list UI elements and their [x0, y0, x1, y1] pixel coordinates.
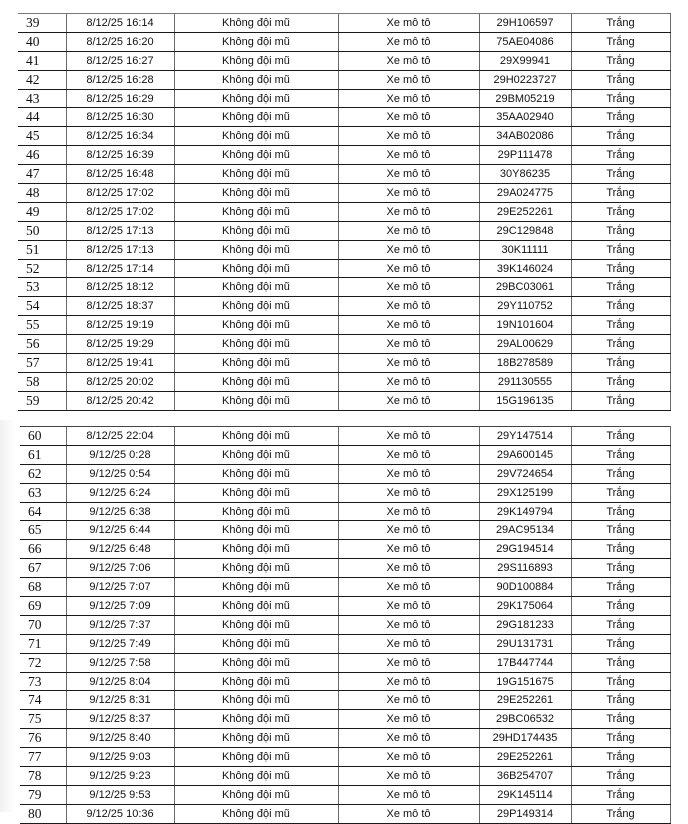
- plate-color: Trắng: [571, 427, 670, 446]
- row-number: 60: [20, 427, 66, 446]
- table-row: [20, 578, 670, 597]
- plate-color: Trắng: [571, 691, 670, 710]
- table-row: [18, 221, 670, 240]
- violation-type: Không đội mũ: [174, 445, 338, 464]
- violation-time: 8/12/25 17:02: [66, 184, 174, 203]
- violation-time: 8/12/25 16:28: [66, 70, 174, 89]
- row-number: 73: [20, 672, 66, 691]
- plate-color: Trắng: [571, 710, 670, 729]
- violation-type: Không đội mũ: [174, 634, 338, 653]
- violation-type: Không đội mũ: [174, 559, 338, 578]
- license-plate: 29Y147514: [479, 427, 571, 446]
- violation-type: Không đội mũ: [174, 372, 338, 391]
- row-number: 65: [20, 521, 66, 540]
- license-plate: 29BC06532: [479, 710, 571, 729]
- vehicle-type: Xe mô tô: [338, 240, 479, 259]
- license-plate: 29K175064: [479, 597, 571, 616]
- violation-type: Không đội mũ: [174, 540, 338, 559]
- vehicle-type: Xe mô tô: [338, 427, 479, 446]
- vehicle-type: Xe mô tô: [338, 615, 479, 634]
- vehicle-type: Xe mô tô: [338, 354, 479, 373]
- violation-type: Không đội mũ: [174, 32, 338, 51]
- vehicle-type: Xe mô tô: [338, 521, 479, 540]
- violation-type: Không đội mũ: [174, 127, 338, 146]
- vehicle-type: Xe mô tô: [338, 710, 479, 729]
- plate-color: Trắng: [571, 372, 670, 391]
- plate-color: Trắng: [571, 221, 670, 240]
- plate-color: Trắng: [571, 748, 670, 767]
- violation-time: 9/12/25 9:03: [66, 748, 174, 767]
- row-number: 49: [18, 202, 66, 221]
- plate-color: Trắng: [571, 259, 670, 278]
- table-row: [18, 127, 670, 146]
- violation-time: 8/12/25 17:14: [66, 259, 174, 278]
- plate-color: Trắng: [571, 14, 670, 33]
- license-plate: 19N101604: [479, 316, 571, 335]
- row-number: 45: [18, 127, 66, 146]
- row-number: 76: [20, 729, 66, 748]
- violation-time: 8/12/25 16:29: [66, 89, 174, 108]
- license-plate: 34AB02086: [479, 127, 571, 146]
- table-row: [18, 70, 670, 89]
- license-plate: 29AL00629: [479, 335, 571, 354]
- violation-type: Không đội mũ: [174, 165, 338, 184]
- row-number: 71: [20, 634, 66, 653]
- vehicle-type: Xe mô tô: [338, 785, 479, 804]
- plate-color: Trắng: [571, 729, 670, 748]
- plate-color: Trắng: [571, 146, 670, 165]
- vehicle-type: Xe mô tô: [338, 691, 479, 710]
- license-plate: 29C129848: [479, 221, 571, 240]
- violation-time: 8/12/25 16:20: [66, 32, 174, 51]
- vehicle-type: Xe mô tô: [338, 464, 479, 483]
- license-plate: 29P149314: [479, 804, 571, 823]
- violation-type: Không đội mũ: [174, 259, 338, 278]
- vehicle-type: Xe mô tô: [338, 540, 479, 559]
- table-row: [18, 372, 670, 391]
- license-plate: 35AA02940: [479, 108, 571, 127]
- violation-type: Không đội mũ: [174, 502, 338, 521]
- license-plate: 29E252261: [479, 748, 571, 767]
- vehicle-type: Xe mô tô: [338, 729, 479, 748]
- table-row: [20, 502, 670, 521]
- violation-time: 8/12/25 16:39: [66, 146, 174, 165]
- violation-type: Không đội mũ: [174, 521, 338, 540]
- violation-time: 9/12/25 6:24: [66, 483, 174, 502]
- table-row: [20, 653, 670, 672]
- license-plate: 29BM05219: [479, 89, 571, 108]
- license-plate: 29A600145: [479, 445, 571, 464]
- license-plate: 29BC03061: [479, 278, 571, 297]
- license-plate: 18B278589: [479, 354, 571, 373]
- violation-type: Không đội mũ: [174, 804, 338, 823]
- license-plate: 29H0223727: [479, 70, 571, 89]
- table-row: [20, 521, 670, 540]
- plate-color: Trắng: [571, 335, 670, 354]
- plate-color: Trắng: [571, 464, 670, 483]
- table-body-top: [18, 14, 670, 411]
- violation-type: Không đội mũ: [174, 615, 338, 634]
- violation-time: 8/12/25 19:29: [66, 335, 174, 354]
- table-row: [20, 634, 670, 653]
- vehicle-type: Xe mô tô: [338, 767, 479, 786]
- violation-time: 9/12/25 0:54: [66, 464, 174, 483]
- row-number: 68: [20, 578, 66, 597]
- license-plate: 29U131731: [479, 634, 571, 653]
- row-number: 58: [18, 372, 66, 391]
- violation-time: 8/12/25 18:37: [66, 297, 174, 316]
- license-plate: 36B254707: [479, 767, 571, 786]
- plate-color: Trắng: [571, 108, 670, 127]
- vehicle-type: Xe mô tô: [338, 146, 479, 165]
- row-number: 77: [20, 748, 66, 767]
- row-number: 80: [20, 804, 66, 823]
- violation-type: Không đội mũ: [174, 14, 338, 33]
- row-number: 70: [20, 615, 66, 634]
- row-number: 72: [20, 653, 66, 672]
- vehicle-type: Xe mô tô: [338, 672, 479, 691]
- table-row: [20, 804, 670, 823]
- vehicle-type: Xe mô tô: [338, 391, 479, 410]
- violation-type: Không đội mũ: [174, 89, 338, 108]
- violation-type: Không đội mũ: [174, 51, 338, 70]
- license-plate: 30Y86235: [479, 165, 571, 184]
- violation-time: 8/12/25 17:02: [66, 202, 174, 221]
- violation-type: Không đội mũ: [174, 767, 338, 786]
- row-number: 61: [20, 445, 66, 464]
- plate-color: Trắng: [571, 278, 670, 297]
- violation-type: Không đội mũ: [174, 202, 338, 221]
- row-number: 50: [18, 221, 66, 240]
- license-plate: 29X125199: [479, 483, 571, 502]
- violation-time: 9/12/25 0:28: [66, 445, 174, 464]
- violation-time: 8/12/25 16:34: [66, 127, 174, 146]
- vehicle-type: Xe mô tô: [338, 483, 479, 502]
- table-row: [20, 710, 670, 729]
- row-number: 64: [20, 502, 66, 521]
- license-plate: 75AE04086: [479, 32, 571, 51]
- plate-color: Trắng: [571, 483, 670, 502]
- plate-color: Trắng: [571, 634, 670, 653]
- license-plate: 29G181233: [479, 615, 571, 634]
- vehicle-type: Xe mô tô: [338, 748, 479, 767]
- row-number: 56: [18, 335, 66, 354]
- vehicle-type: Xe mô tô: [338, 445, 479, 464]
- table-row: [18, 165, 670, 184]
- violation-time: 9/12/25 7:09: [66, 597, 174, 616]
- row-number: 57: [18, 354, 66, 373]
- table-row: [18, 89, 670, 108]
- license-plate: 29V724654: [479, 464, 571, 483]
- vehicle-type: Xe mô tô: [338, 127, 479, 146]
- vehicle-type: Xe mô tô: [338, 559, 479, 578]
- violation-type: Không đội mũ: [174, 464, 338, 483]
- plate-color: Trắng: [571, 502, 670, 521]
- table-row: [18, 335, 670, 354]
- plate-color: Trắng: [571, 785, 670, 804]
- violation-type: Không đội mũ: [174, 278, 338, 297]
- license-plate: 291130555: [479, 372, 571, 391]
- table-row: [20, 672, 670, 691]
- license-plate: 15G196135: [479, 391, 571, 410]
- table-row: [18, 240, 670, 259]
- table-row: [18, 202, 670, 221]
- license-plate: 29HD174435: [479, 729, 571, 748]
- violation-time: 9/12/25 6:48: [66, 540, 174, 559]
- plate-color: Trắng: [571, 804, 670, 823]
- violation-time: 9/12/25 8:31: [66, 691, 174, 710]
- plate-color: Trắng: [571, 767, 670, 786]
- license-plate: 29X99941: [479, 51, 571, 70]
- vehicle-type: Xe mô tô: [338, 804, 479, 823]
- violation-time: 9/12/25 10:36: [66, 804, 174, 823]
- table-row: [18, 51, 670, 70]
- license-plate: 29S116893: [479, 559, 571, 578]
- violation-type: Không đội mũ: [174, 597, 338, 616]
- violation-time: 9/12/25 7:07: [66, 578, 174, 597]
- row-number: 52: [18, 259, 66, 278]
- plate-color: Trắng: [571, 540, 670, 559]
- vehicle-type: Xe mô tô: [338, 297, 479, 316]
- violation-type: Không đội mũ: [174, 729, 338, 748]
- vehicle-type: Xe mô tô: [338, 70, 479, 89]
- violation-time: 8/12/25 16:30: [66, 108, 174, 127]
- table-row: [20, 729, 670, 748]
- row-number: 67: [20, 559, 66, 578]
- plate-color: Trắng: [571, 70, 670, 89]
- plate-color: Trắng: [571, 615, 670, 634]
- plate-color: Trắng: [571, 653, 670, 672]
- license-plate: 19G151675: [479, 672, 571, 691]
- vehicle-type: Xe mô tô: [338, 89, 479, 108]
- violation-type: Không đội mũ: [174, 710, 338, 729]
- vehicle-type: Xe mô tô: [338, 502, 479, 521]
- vehicle-type: Xe mô tô: [338, 184, 479, 203]
- license-plate: 29P111478: [479, 146, 571, 165]
- plate-color: Trắng: [571, 354, 670, 373]
- violation-type: Không đội mũ: [174, 691, 338, 710]
- license-plate: 29E252261: [479, 202, 571, 221]
- plate-color: Trắng: [571, 391, 670, 410]
- plate-color: Trắng: [571, 32, 670, 51]
- license-plate: 29H106597: [479, 14, 571, 33]
- plate-color: Trắng: [571, 184, 670, 203]
- table-row: [20, 483, 670, 502]
- vehicle-type: Xe mô tô: [338, 221, 479, 240]
- vehicle-type: Xe mô tô: [338, 653, 479, 672]
- violation-type: Không đội mũ: [174, 354, 338, 373]
- violation-type: Không đội mũ: [174, 297, 338, 316]
- violation-time: 9/12/25 9:23: [66, 767, 174, 786]
- violation-time: 9/12/25 8:04: [66, 672, 174, 691]
- plate-color: Trắng: [571, 51, 670, 70]
- vehicle-type: Xe mô tô: [338, 335, 479, 354]
- table-row: [18, 316, 670, 335]
- row-number: 41: [18, 51, 66, 70]
- license-plate: 29Y110752: [479, 297, 571, 316]
- row-number: 39: [18, 14, 66, 33]
- license-plate: 90D100884: [479, 578, 571, 597]
- plate-color: Trắng: [571, 127, 670, 146]
- table-row: [20, 767, 670, 786]
- violations-table-bottom: [20, 426, 671, 824]
- violation-time: 8/12/25 16:27: [66, 51, 174, 70]
- violation-time: 9/12/25 7:58: [66, 653, 174, 672]
- plate-color: Trắng: [571, 521, 670, 540]
- violation-type: Không đội mũ: [174, 748, 338, 767]
- plate-color: Trắng: [571, 316, 670, 335]
- row-number: 40: [18, 32, 66, 51]
- table-row: [18, 146, 670, 165]
- license-plate: 17B447744: [479, 653, 571, 672]
- violation-time: 8/12/25 19:19: [66, 316, 174, 335]
- vehicle-type: Xe mô tô: [338, 165, 479, 184]
- vehicle-type: Xe mô tô: [338, 634, 479, 653]
- violation-time: 9/12/25 6:38: [66, 502, 174, 521]
- violation-type: Không đội mũ: [174, 221, 338, 240]
- row-number: 44: [18, 108, 66, 127]
- license-plate: 29K149794: [479, 502, 571, 521]
- violation-time: 9/12/25 8:40: [66, 729, 174, 748]
- row-number: 42: [18, 70, 66, 89]
- table-row: [20, 445, 670, 464]
- row-number: 46: [18, 146, 66, 165]
- violation-time: 8/12/25 18:12: [66, 278, 174, 297]
- violation-time: 8/12/25 16:14: [66, 14, 174, 33]
- license-plate: 39K146024: [479, 259, 571, 278]
- license-plate: 29AC95134: [479, 521, 571, 540]
- plate-color: Trắng: [571, 672, 670, 691]
- vehicle-type: Xe mô tô: [338, 108, 479, 127]
- vehicle-type: Xe mô tô: [338, 597, 479, 616]
- table-row: [18, 297, 670, 316]
- plate-color: Trắng: [571, 165, 670, 184]
- violation-type: Không đội mũ: [174, 70, 338, 89]
- table-row: [20, 427, 670, 446]
- row-number: 51: [18, 240, 66, 259]
- violation-time: 9/12/25 7:37: [66, 615, 174, 634]
- table-row: [20, 540, 670, 559]
- violation-time: 8/12/25 16:48: [66, 165, 174, 184]
- violation-time: 9/12/25 8:37: [66, 710, 174, 729]
- vehicle-type: Xe mô tô: [338, 202, 479, 221]
- violation-type: Không đội mũ: [174, 391, 338, 410]
- table-row: [18, 108, 670, 127]
- vehicle-type: Xe mô tô: [338, 278, 479, 297]
- violation-type: Không đội mũ: [174, 240, 338, 259]
- plate-color: Trắng: [571, 445, 670, 464]
- row-number: 55: [18, 316, 66, 335]
- table-row: [20, 615, 670, 634]
- violation-type: Không đội mũ: [174, 483, 338, 502]
- license-plate: 29G194514: [479, 540, 571, 559]
- violation-time: 8/12/25 20:02: [66, 372, 174, 391]
- row-number: 53: [18, 278, 66, 297]
- plate-color: Trắng: [571, 597, 670, 616]
- table-row: [20, 464, 670, 483]
- row-number: 78: [20, 767, 66, 786]
- plate-color: Trắng: [571, 202, 670, 221]
- violation-type: Không đội mũ: [174, 672, 338, 691]
- row-number: 74: [20, 691, 66, 710]
- table-row: [18, 14, 670, 33]
- violation-type: Không đội mũ: [174, 146, 338, 165]
- violation-type: Không đội mũ: [174, 427, 338, 446]
- violation-time: 8/12/25 17:13: [66, 240, 174, 259]
- page-edge-shadow: [0, 420, 14, 812]
- row-number: 54: [18, 297, 66, 316]
- table-row: [20, 691, 670, 710]
- vehicle-type: Xe mô tô: [338, 14, 479, 33]
- violation-time: 8/12/25 17:13: [66, 221, 174, 240]
- violation-time: 9/12/25 6:44: [66, 521, 174, 540]
- row-number: 43: [18, 89, 66, 108]
- table-row: [18, 278, 670, 297]
- row-number: 62: [20, 464, 66, 483]
- row-number: 48: [18, 184, 66, 203]
- license-plate: 29K145114: [479, 785, 571, 804]
- row-number: 79: [20, 785, 66, 804]
- row-number: 47: [18, 165, 66, 184]
- violations-table-top: [18, 13, 671, 411]
- violation-time: 9/12/25 7:49: [66, 634, 174, 653]
- plate-color: Trắng: [571, 297, 670, 316]
- table-row: [20, 748, 670, 767]
- violation-time: 8/12/25 20:42: [66, 391, 174, 410]
- vehicle-type: Xe mô tô: [338, 51, 479, 70]
- violation-type: Không đội mũ: [174, 785, 338, 804]
- license-plate: 30K11111: [479, 240, 571, 259]
- table-row: [18, 354, 670, 373]
- plate-color: Trắng: [571, 559, 670, 578]
- row-number: 75: [20, 710, 66, 729]
- violation-type: Không đội mũ: [174, 108, 338, 127]
- table-row: [20, 559, 670, 578]
- plate-color: Trắng: [571, 89, 670, 108]
- vehicle-type: Xe mô tô: [338, 259, 479, 278]
- violation-type: Không đội mũ: [174, 653, 338, 672]
- license-plate: 29E252261: [479, 691, 571, 710]
- license-plate: 29A024775: [479, 184, 571, 203]
- plate-color: Trắng: [571, 240, 670, 259]
- table-row: [20, 597, 670, 616]
- violation-time: 9/12/25 7:06: [66, 559, 174, 578]
- violation-type: Không đội mũ: [174, 335, 338, 354]
- violation-type: Không đội mũ: [174, 578, 338, 597]
- plate-color: Trắng: [571, 578, 670, 597]
- table-row: [18, 184, 670, 203]
- table-row: [18, 391, 670, 410]
- row-number: 63: [20, 483, 66, 502]
- vehicle-type: Xe mô tô: [338, 578, 479, 597]
- row-number: 69: [20, 597, 66, 616]
- table-row: [18, 32, 670, 51]
- violation-time: 9/12/25 9:53: [66, 785, 174, 804]
- table-row: [20, 785, 670, 804]
- table-body-bottom: [20, 427, 670, 824]
- violation-time: 8/12/25 22:04: [66, 427, 174, 446]
- row-number: 66: [20, 540, 66, 559]
- violation-type: Không đội mũ: [174, 184, 338, 203]
- violation-time: 8/12/25 19:41: [66, 354, 174, 373]
- vehicle-type: Xe mô tô: [338, 316, 479, 335]
- row-number: 59: [18, 391, 66, 410]
- vehicle-type: Xe mô tô: [338, 32, 479, 51]
- violation-type: Không đội mũ: [174, 316, 338, 335]
- table-row: [18, 259, 670, 278]
- vehicle-type: Xe mô tô: [338, 372, 479, 391]
